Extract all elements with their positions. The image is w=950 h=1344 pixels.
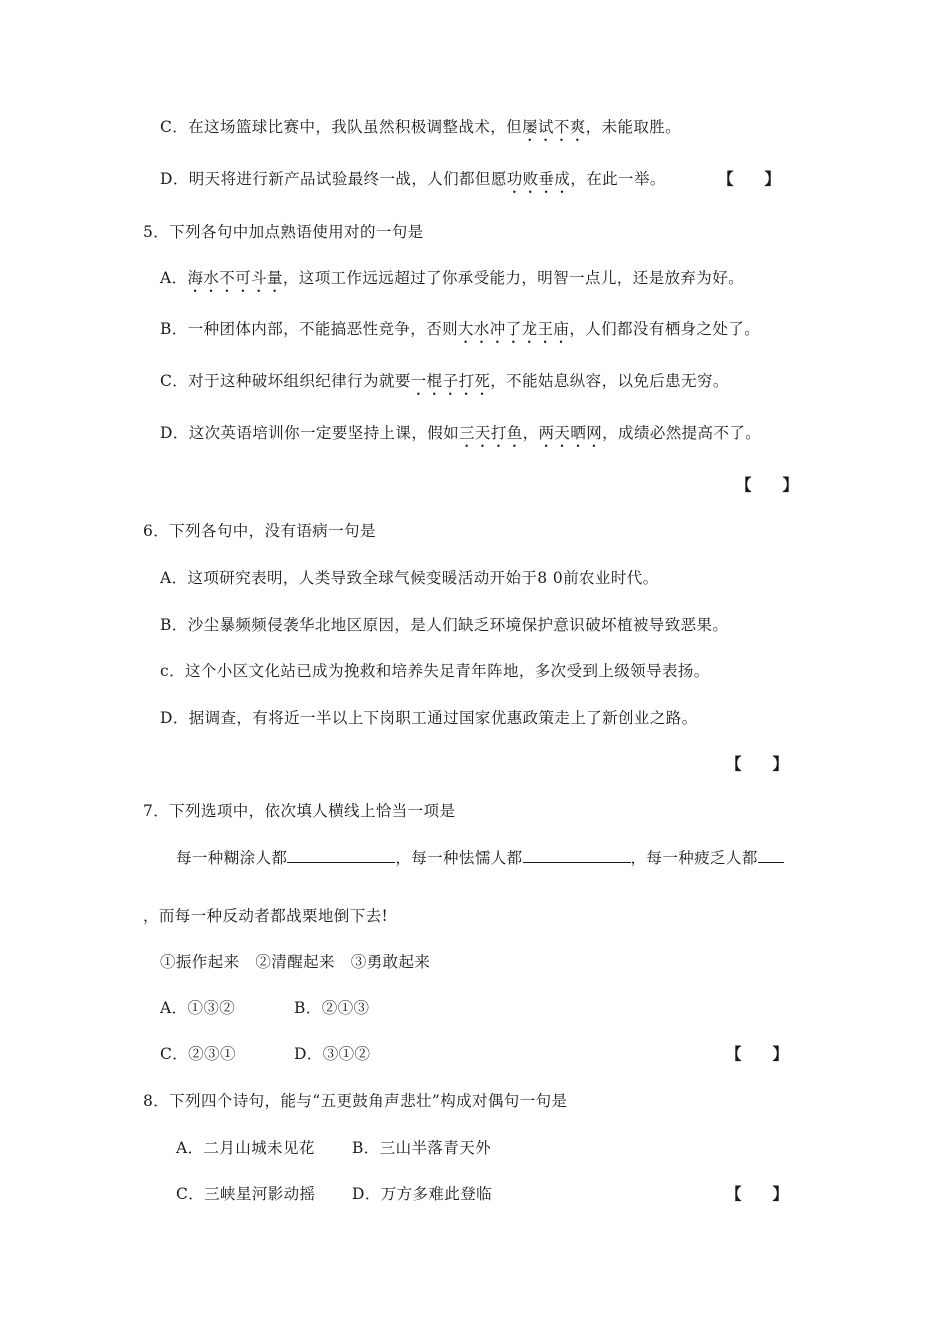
q7-answer-bracket[interactable]: 【 】 [726, 1044, 789, 1063]
q8-option-b: B．三山半落青天外 [352, 1139, 491, 1157]
q7-part1: 每一种糊涂人都 [176, 849, 288, 867]
q6-answer-bracket[interactable]: 【 】 [726, 754, 789, 773]
q8-stem: 8．下列四个诗句，能与“五更鼓角声悲壮”构成对偶句一句是 [143, 1092, 568, 1110]
q5-a-prefix: A． [160, 269, 188, 287]
q5-answer-bracket[interactable]: 【 】 [736, 475, 799, 494]
q7-choices: ①振作起来 ②清醒起来 ③勇敢起来 [160, 953, 431, 971]
q5-b-suffix: ，人们都没有栖身之处了。 [569, 320, 761, 338]
q7-sentence-line2: ，而每一种反动者都战栗地倒下去! [143, 907, 389, 925]
q5-a-dotted-idiom: 海水不可斗量 [187, 269, 283, 287]
q7-option-d: D．③①② [294, 1045, 371, 1063]
q4-option-c [160, 116, 681, 145]
q5-b-dotted-idiom: 大水冲了龙王庙 [458, 320, 570, 338]
q5-c-dotted-idiom: 一棍子打死 [410, 372, 491, 390]
q7-option-c: C．②③① [160, 1045, 236, 1063]
q5-option-b [160, 318, 760, 347]
q5-d-suffix: ，成绩必然提高不了。 [602, 424, 762, 442]
q8-option-d: D．万方多难此登临 [352, 1185, 493, 1203]
q4-option-d [160, 168, 666, 197]
q5-option-a [160, 267, 744, 296]
q7-option-a: A．①③② [160, 999, 236, 1017]
q8-option-c: C．三峡星河影动摇 [176, 1185, 316, 1203]
q7-stem: 7．下列选项中，依次填人横线上恰当一项是 [143, 802, 456, 820]
q4-d-prefix: D．明天将进行新产品试验最终一战，人们都但愿 [160, 170, 507, 188]
q7-sentence-line1 [176, 846, 784, 869]
q7-blank-3[interactable] [758, 846, 784, 863]
q4-c-prefix: C．在这场篮球比赛中，我队虽然积极调整战术，但 [160, 118, 523, 136]
q5-option-d [160, 422, 761, 451]
q5-a-suffix: ，这项工作远远超过了你承受能力，明智一点儿，还是放弃为好。 [282, 269, 745, 287]
q4-d-dotted-idiom: 功败垂成 [506, 170, 571, 188]
q7-part3: ，每一种疲乏人都 [630, 849, 758, 867]
q5-d-dotted-idiom: 三天打鱼，两天晒网 [459, 424, 603, 442]
q8-answer-bracket[interactable]: 【 】 [726, 1184, 789, 1203]
q6-option-a: A．这项研究表明，人类导致全球气候变暖活动开始于8 0前农业时代。 [160, 569, 659, 587]
q7-part2: ，每一种怯懦人都 [395, 849, 523, 867]
q4-answer-bracket[interactable]: 【 】 [718, 169, 781, 188]
q5-c-suffix: ，不能姑息纵容，以免后患无穷。 [490, 372, 729, 390]
q5-d-prefix: D．这次英语培训你一定要坚持上课，假如 [160, 424, 460, 442]
q4-c-suffix: ，未能取胜。 [585, 118, 682, 136]
q4-d-suffix: ，在此一举。 [570, 170, 666, 188]
q5-c-prefix: C．对于这种破坏组织纪律行为就要 [160, 372, 411, 390]
q5-option-c [160, 370, 729, 399]
q6-option-c: c．这个小区文化站已成为挽救和培养失足青年阵地，多次受到上级领导表扬。 [160, 662, 710, 680]
q6-option-b: B．沙尘暴频频侵袭华北地区原因，是人们缺乏环境保护意识破坏植被导致恶果。 [160, 616, 729, 634]
q8-option-a: A．二月山城未见花 [176, 1139, 315, 1157]
q7-option-b: B．②①③ [294, 999, 370, 1017]
q5-b-prefix: B．一种团体内部，不能搞恶性竞争，否则 [160, 320, 458, 338]
q6-stem: 6．下列各句中，没有语病一句是 [143, 522, 376, 540]
q5-stem: 5．下列各句中加点熟语使用对的一句是 [143, 223, 424, 241]
q4-c-dotted-idiom: 屡试不爽 [522, 118, 586, 136]
q6-option-d: D．据调查，有将近一半以上下岗职工通过国家优惠政策走上了新创业之路。 [160, 709, 698, 727]
q7-blank-1[interactable] [287, 846, 395, 863]
q7-blank-2[interactable] [523, 846, 631, 863]
